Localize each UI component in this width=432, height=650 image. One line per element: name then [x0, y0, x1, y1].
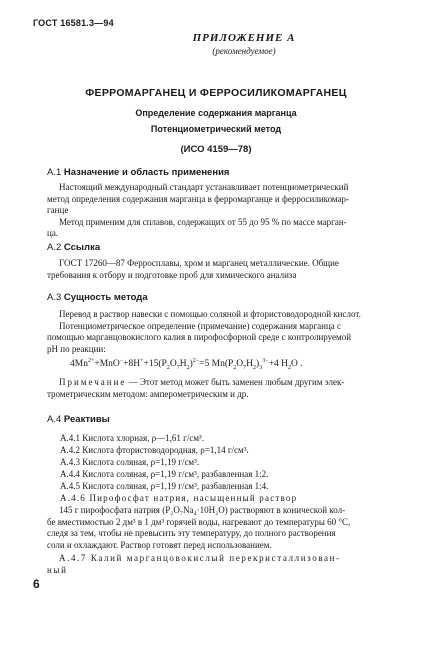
text-line: Настоящий международный стандарт устанавливает потенциометрический	[59, 182, 349, 192]
note-label: Примечание	[59, 377, 127, 387]
section-number: А.4	[47, 414, 62, 425]
reagent-item: А.4.5 Кислота соляная, ρ=1,19 г/см³, разбавленная 1:4.	[60, 481, 269, 491]
section-a2-body	[47, 258, 411, 281]
reagent-item: А.4.6 Пирофосфат натрия, насыщенный раствор	[60, 493, 298, 503]
text-line: ный	[47, 564, 68, 575]
reagent-item: А.4.4 Кислота соляная, ρ=1,19 г/см³, разбавленная 1:2.	[60, 469, 269, 479]
reagent-item: А.4.1 Кислота хлорная, ρ—1,61 г/см³.	[60, 433, 204, 443]
section-title: Реактивы	[63, 414, 110, 425]
reagent-item-a47	[47, 553, 411, 576]
section-title: Сущность метода	[63, 292, 148, 303]
text-line: помощью марганцовокислого калия в пирофосфорной среде с контролируемой	[47, 332, 352, 343]
text-line: 145 г пирофосфата натрия (P₂O₇Na₄·10H₂O) растворяют в конической кол-	[59, 505, 346, 515]
text-line: ца.	[47, 228, 59, 239]
note-line: трометрическим методом: амперометрическим и др.	[47, 388, 249, 399]
text-line: pH по реакции:	[47, 343, 106, 354]
appendix-title: ПРИЛОЖЕНИЕ А	[192, 32, 296, 44]
section-title: Ссылка	[63, 242, 101, 253]
main-title: ФЕРРОМАРГАНЕЦ И ФЕРРОСИЛИКОМАРГАНЕЦ	[85, 87, 347, 99]
section-number: А.3	[47, 292, 62, 303]
text-line: требования к отбору и подготовке проб для химического анализа	[47, 269, 297, 280]
reaction-equation: $4Mn^{2+}+MnO^-+8H^++15(P_2O_7H_2)^{2-}=5$ $Mn(P_2O_7H_2)_3^{3-}+4$ $H_2O$ .	[70, 358, 303, 372]
standard-header: ГОСТ 16581.3—94	[33, 18, 114, 28]
text-line: соли и охлаждают. Раствор готовят перед использованием.	[47, 539, 272, 550]
text-line: Метод применим для сплавов, содержащих от 55 до 95 % по массе марган-	[59, 216, 347, 227]
reagent-preparation	[47, 505, 411, 551]
text-line: Перевод в раствор навески с помощью соляной и фтористоводородной кислот.	[59, 309, 361, 319]
reagent-item: А.4.2 Кислота фтористоводородная, ρ=1,14 г/см³.	[60, 445, 249, 455]
text-line: следя за тем, чтобы не превысить эту температуру, до полного растворения	[47, 528, 336, 539]
text-line: ГОСТ 17260—87 Ферросплавы, хром и марганец металлические. Общие	[59, 258, 339, 268]
section-title: Назначение и область применения	[63, 167, 230, 178]
subtitle-iso: (ИСО 4159—78)	[180, 144, 252, 155]
note-line: Примечание — Этот метод может быть заменен любым другим элек-	[59, 377, 345, 387]
reagent-item: А.4.3 Кислота соляная, ρ=1,19 г/см³.	[60, 457, 200, 467]
text-line: Потенциометрическое определение (примечание) содержания марганца с	[59, 320, 341, 331]
section-a1-heading	[47, 167, 229, 178]
section-number: А.1	[47, 167, 62, 178]
section-a2-heading	[47, 242, 100, 253]
text-line: ганце	[47, 205, 69, 216]
subtitle-method: Потенциометрический метод	[150, 124, 282, 134]
section-a3-heading	[47, 292, 148, 303]
text-line: метод определения содержания марганца в ферромарганце и ферросиликомар-	[47, 193, 350, 204]
section-a1-body	[47, 182, 411, 240]
section-a3-note	[47, 377, 411, 400]
appendix-subtitle: (рекомендуемое)	[212, 46, 276, 56]
text-line: А.4.7 Калий марганцовокислый перекристаллизован-	[59, 553, 341, 563]
page-number: 6	[33, 577, 40, 591]
section-a4-heading	[47, 414, 110, 425]
section-number: А.2	[47, 242, 62, 253]
subtitle-determination: Определение содержания марганца	[135, 108, 297, 118]
text-line: бе вместимостью 2 дм³ в 1 дм³ горячей воды, нагревают до температуры 60 °С,	[47, 516, 351, 527]
section-a3-body	[47, 309, 411, 355]
